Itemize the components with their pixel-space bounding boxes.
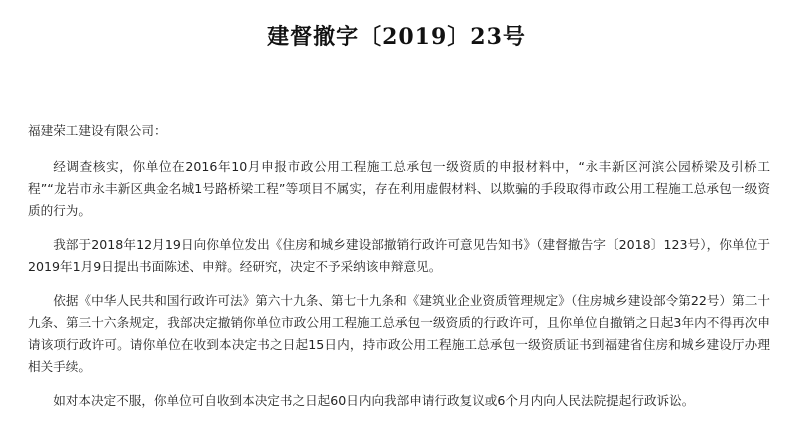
paragraph-notice: 我部于2018年12月19日向你单位发出《住房和城乡建设部撤销行政许可意见告知书》（建督撤告字〔2018〕123号），你单位于2019年1月9日提出书面陈述、申辩。经研究，决定不予采纳该申辩意见。 [28,237,770,274]
paragraph-findings: 经调查核实，你单位在2016年10月申报市政公用工程施工总承包一级资质的申报材料中，“永丰新区河滨公园桥梁及引桥工程”“龙岩市永丰新区典金名城1号路桥梁工程”等项目不属实，存在利用虚假材料、以欺骗的手段取得市政公用工程施工总承包一级资质的行为。 [28,159,770,218]
paragraph-decision: 依据《中华人民共和国行政许可法》第六十九条、第七十九条和《建筑业企业资质管理规定》（住房城乡建设部令第22号）第二十九条、第三十六条规定，我部决定撤销你单位市政公用工程施工总承包一级资质的行政许可，且你单位自撤销之日起3年内不得再次申请该项行政许可。请你单位在收到本决定书之日起15日内，持市政公用工程施工总承包一级资质证书到福建省住房和城乡建设厅办理相关手续。 [28,293,770,374]
addressee: 福建荣工建设有限公司： [28,123,167,138]
paragraph-appeal: 如对本决定不服，你单位可自收到本决定书之日起60日内向我部申请行政复议或6个月内向人民法院提起行政诉讼。 [53,393,695,408]
document-body [28,120,770,424]
document-title: 建督撤字〔2019〕23号 [267,24,526,50]
